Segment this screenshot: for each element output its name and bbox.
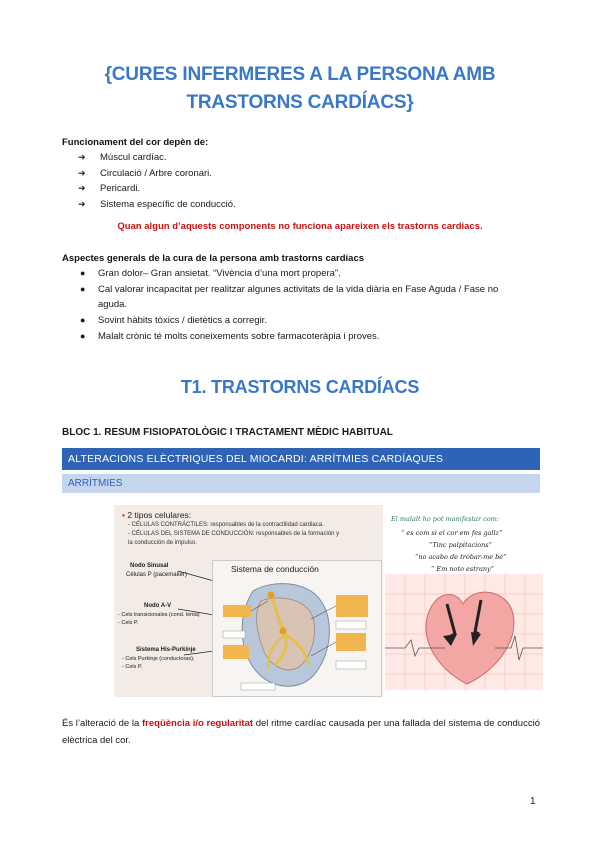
- list-item: ➔ Sistema específic de conducció.: [78, 197, 236, 213]
- section-bar-alteracions: ALTERACIONS ELÈCTRIQUES DEL MIOCARDI: ARRÍTMIES CARDÍAQUES: [62, 448, 540, 470]
- quote-3: “no acabo de trobar-me bé”: [415, 553, 507, 561]
- label-nodo-av: Nodo A-V: [144, 603, 172, 609]
- list-item: ➔ Pericardi.: [78, 181, 236, 197]
- bullet-icon: ●: [80, 283, 86, 294]
- arrow-icon: ➔: [78, 198, 86, 209]
- label-av-2: - Cels P.: [118, 620, 139, 626]
- bullet-icon: ●: [80, 330, 86, 341]
- figure-bullet-title: 2 tipos celulares:: [127, 510, 192, 520]
- page-number: 1: [530, 796, 536, 807]
- figure-line-3: la conducción de impulso.: [128, 540, 198, 546]
- document-title-line1: {CURES INFERMERES A LA PERSONA AMB: [104, 64, 496, 85]
- bullet-icon: ●: [80, 315, 86, 326]
- list-item: ● Malalt crònic té molts coneixements sobre farmacoteràpia i proves.: [78, 329, 528, 345]
- quote-4: “ Em noto estrany”: [431, 565, 495, 573]
- conduction-system-figure: [114, 505, 383, 697]
- arrow-icon: ➔: [78, 183, 86, 193]
- bloc-heading: BLOC 1. RESUM FISIOPATOLÒGIC I TRACTAMENT MÈDIC HABITUAL: [62, 427, 393, 438]
- palpitation-heart-illustration: [385, 574, 543, 690]
- bullet-icon: ●: [80, 268, 86, 278]
- figure-line-2: - CÉLULAS DEL SISTEMA DE CONDUCCIÓN: responsables de la formación y: [128, 531, 340, 537]
- section-bar-arritmies: ARRÍTMIES: [62, 474, 540, 493]
- section2-list: [78, 266, 528, 345]
- label-his-2: - Cels P.: [122, 664, 143, 670]
- quote-2: “Tinc palpitacions”: [429, 541, 492, 549]
- label-his-1: - Cels Purkinje (conductoras);: [122, 656, 195, 662]
- arrow-icon: ➔: [78, 152, 86, 162]
- label-av-1: - Cels transicionales (cond. lenta): [118, 612, 200, 618]
- document-title-line2: TRASTORNS CARDÍACS}: [186, 92, 414, 113]
- diagram-title: Sistema de conducción: [231, 564, 319, 574]
- section2-heading: Aspectes generals de la cura de la persona amb trastorns cardíacs: [62, 253, 365, 264]
- heart-illustration: [213, 561, 381, 696]
- list-item: ➔ Múscul cardíac.: [78, 150, 236, 166]
- quote-1: “ es com si el cor em fes gallz”: [401, 529, 503, 537]
- highlight-term: freqüència i/o regularitat: [142, 718, 254, 729]
- arrow-icon: ➔: [78, 167, 86, 178]
- list-item: ● Gran dolor– Gran ansietat. “Vivència d’una mort propera”.: [78, 266, 528, 282]
- figure-line-1: - CÉLULAS CONTRÁCTILES: responsables de la contractilidad cardiaca.: [128, 522, 324, 528]
- bullet-icon: ▪: [122, 510, 128, 520]
- list-item: ➔ Circulació / Arbre coronari.: [78, 166, 236, 182]
- patient-quotes-figure: [385, 512, 543, 690]
- section1-heading: Funcionament del cor depèn de:: [62, 137, 209, 148]
- label-celulas-p: Células P (pacemaker): [126, 572, 187, 578]
- list-item: ● Sovint hàbits tòxics / dietètics a corregir.: [78, 313, 528, 329]
- section1-list: [78, 150, 236, 212]
- label-his: Sistema His-Purkinje: [136, 647, 196, 653]
- heart-diagram: [212, 560, 382, 697]
- warning-text: Quan algun d’aquests components no funciona apareixen els trastorns cardíacs.: [117, 221, 483, 232]
- definition-paragraph: És l’alteració de la freqüència i/o regularitat del ritme cardíac causada per una fallada del sistema de conducció elèctrica del cor.: [62, 718, 540, 746]
- label-nodo-sinusal: Nodo Sinusal: [130, 563, 169, 569]
- section-title-t1: T1. TRASTORNS CARDÍACS: [180, 377, 420, 397]
- list-item: ● Cal valorar incapacitat per realitzar algunes activitats de la vida diària en Fase Aguda / Fase no aguda.: [80, 283, 499, 311]
- quote-intro: El malalt ho pot manifestar com:: [391, 515, 500, 523]
